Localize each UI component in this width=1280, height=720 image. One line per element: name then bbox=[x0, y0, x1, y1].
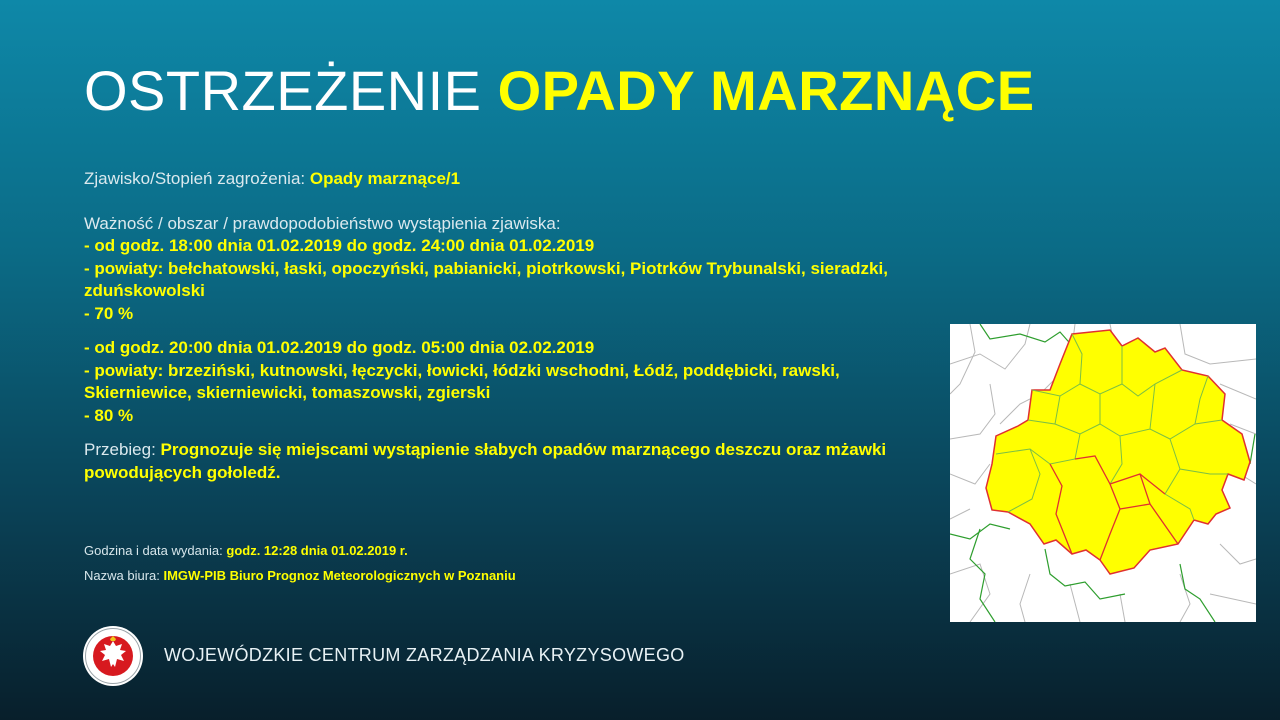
issue-time-value: godz. 12:28 dnia 01.02.2019 r. bbox=[226, 543, 408, 558]
warning-details bbox=[84, 168, 934, 484]
period1-time: - od godz. 18:00 dnia 01.02.2019 do godz. 24:00 dnia 01.02.2019 bbox=[84, 236, 595, 255]
issue-time-label: Godzina i data wydania: bbox=[84, 543, 227, 558]
period2-districts: - powiaty: brzeziński, kutnowski, łęczycki, łowicki, łódzki wschodni, Łódź, poddębicki, rawski, Skierniewice, skierniewicki, tomaszowski, zgierski bbox=[84, 360, 840, 402]
course-label: Przebieg: bbox=[84, 440, 161, 459]
period2-probability: - 80 % bbox=[84, 405, 134, 425]
polish-eagle-emblem-icon bbox=[82, 625, 144, 687]
period2-time: - od godz. 20:00 dnia 01.02.2019 do godz. 05:00 dnia 02.02.2019 bbox=[84, 338, 595, 357]
voivodeship-area bbox=[986, 330, 1250, 574]
office-label: Nazwa biura: bbox=[84, 568, 164, 583]
warning-map bbox=[950, 324, 1256, 622]
phenomenon-value: Opady marznące/1 bbox=[309, 169, 461, 188]
period1-districts: - powiaty: bełchatowski, łaski, opoczyński, pabianicki, piotrkowski, Piotrków Trybunalski, sieradzki, zduńskowolski bbox=[84, 258, 888, 300]
course-value: Prognozuje się miejscami wystąpienie słabych opadów marznącego deszczu oraz mżawki powodujących gołoledź. bbox=[84, 440, 887, 482]
course-line bbox=[84, 439, 934, 484]
title-highlight: OPADY MARZNĄCE bbox=[497, 59, 1035, 122]
footer-organization: WOJEWÓDZKIE CENTRUM ZARZĄDZANIA KRYZYSOWEGO bbox=[164, 645, 685, 665]
office-line bbox=[84, 568, 516, 583]
page-title bbox=[84, 58, 1035, 123]
issue-time-line bbox=[84, 543, 408, 558]
period1-probability: - 70 % bbox=[84, 303, 134, 323]
title-prefix: OSTRZEŻENIE bbox=[84, 59, 482, 122]
office-value: IMGW-PIB Biuro Prognoz Meteorologicznych w Poznaniu bbox=[163, 568, 516, 583]
phenomenon-line bbox=[84, 168, 934, 191]
validity-label: Ważność / obszar / prawdopodobieństwo wystąpienia zjawiska: bbox=[84, 213, 561, 233]
phenomenon-label: Zjawisko/Stopień zagrożenia: bbox=[84, 169, 310, 188]
